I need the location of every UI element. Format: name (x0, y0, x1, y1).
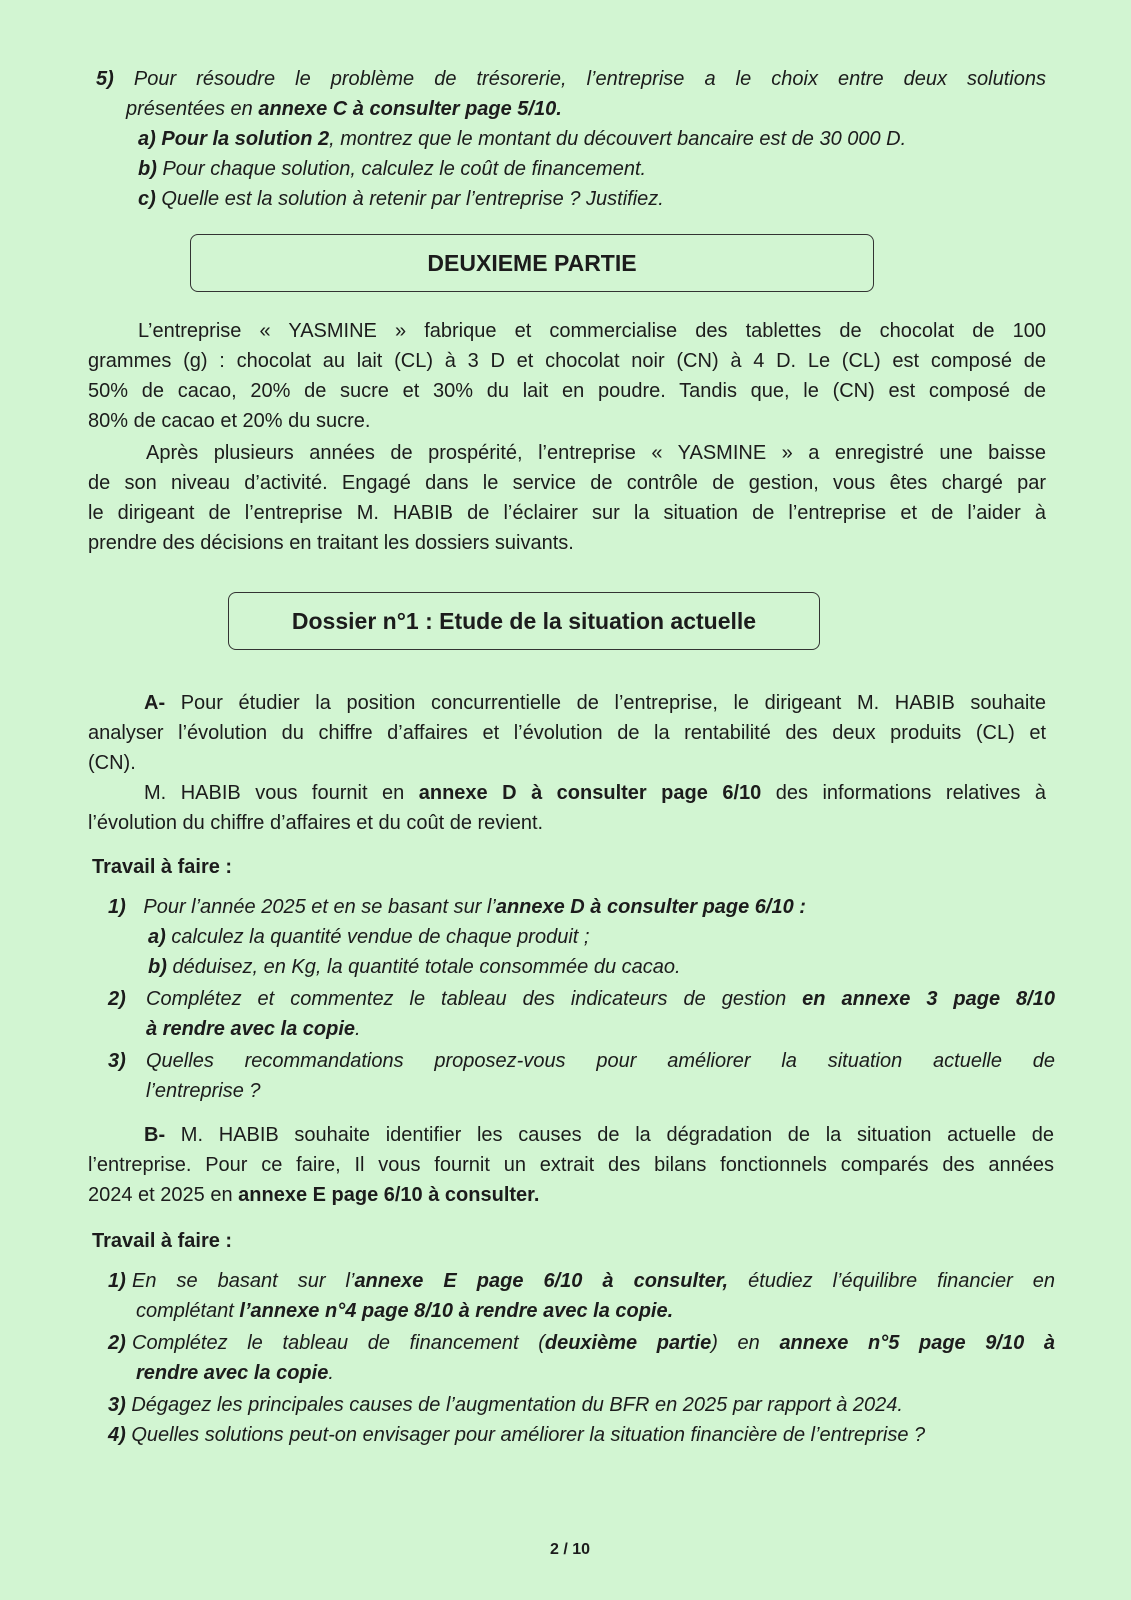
section-b-q1-line-2: complétant l’annexe n°4 page 8/10 à rendre avec la copie. (136, 1300, 674, 1322)
section-b-q2-line-2: rendre avec la copie. (136, 1362, 334, 1384)
section-a-line-4: M. HABIB vous fournit en annexe D à consulter page 6/10 des informations relatives à (144, 782, 1046, 804)
q5-item-a: a) Pour la solution 2, montrez que le montant du découvert bancaire est de 30 000 D. (138, 128, 907, 150)
section-a-q3-line-1: Quelles recommandations proposez-vous pour améliorer la situation actuelle de (146, 1050, 1055, 1072)
intro-p1-line-1: L’entreprise « YASMINE » fabrique et commercialise des tablettes de chocolat de 100 (138, 320, 1046, 342)
section-a-line-3: (CN). (88, 752, 136, 774)
q5-line-2: présentées en annexe C à consulter page 5/10. (126, 98, 562, 120)
part-title: DEUXIEME PARTIE (427, 250, 637, 276)
section-a-line-1: A- Pour étudier la position concurrentielle de l’entreprise, le dirigeant M. HABIB souhaite (144, 692, 1046, 714)
page-number: 2 / 10 (550, 1541, 591, 1558)
section-a-q2-num: 2) (108, 988, 126, 1010)
section-b-work-heading: Travail à faire : (92, 1230, 233, 1252)
intro-p1-line-4: 80% de cacao et 20% du sucre. (88, 410, 371, 432)
part-title-box (190, 234, 874, 292)
dossier-title-box (228, 592, 820, 650)
section-a-q2-line-2: à rendre avec la copie. (146, 1018, 361, 1040)
section-b-line-2: l’entreprise. Pour ce faire, Il vous fournit un extrait des bilans fonctionnels comparés des années (88, 1154, 1054, 1176)
section-b-line-1: B- M. HABIB souhaite identifier les causes de la dégradation de la situation actuelle de (144, 1124, 1054, 1146)
q5-item-c: c) Quelle est la solution à retenir par l’entreprise ? Justifiez. (138, 188, 664, 210)
section-a-q2-line-1: Complétez et commentez le tableau des indicateurs de gestion en annexe 3 page 8/10 (146, 988, 1055, 1010)
section-a-q1: 1) Pour l’année 2025 et en se basant sur l’annexe D à consulter page 6/10 : (108, 896, 806, 918)
section-b-q1-num: 1) (108, 1270, 126, 1292)
section-a-line-5: l’évolution du chiffre d’affaires et du coût de revient. (88, 812, 544, 834)
section-a-q3-num: 3) (108, 1050, 126, 1072)
section-b-line-3: 2024 et 2025 en annexe E page 6/10 à consulter. (88, 1184, 540, 1206)
dossier-title: Dossier n°1 : Etude de la situation actuelle (291, 608, 757, 634)
section-b-q1-line-1: En se basant sur l’annexe E page 6/10 à consulter, étudiez l’équilibre financier en (132, 1270, 1056, 1292)
q5-line-1: 5) Pour résoudre le problème de trésorerie, l’entreprise a le choix entre deux solutions (96, 68, 1046, 90)
section-a-q1-b: b) déduisez, en Kg, la quantité totale consommée du cacao. (148, 956, 681, 978)
intro-p2-line-2: de son niveau d’activité. Engagé dans le service de contrôle de gestion, vous êtes chargé par (88, 472, 1046, 494)
intro-p1-line-2: grammes (g) : chocolat au lait (CL) à 3 D et chocolat noir (CN) à 4 D. Le (CL) est composé de (88, 350, 1046, 372)
q5-item-b: b) Pour chaque solution, calculez le coût de financement. (138, 158, 647, 180)
section-b-q3: 3) Dégagez les principales causes de l’augmentation du BFR en 2025 par rapport à 2024. (108, 1394, 903, 1416)
section-a-line-2: analyser l’évolution du chiffre d’affaires et l’évolution de la rentabilité des deux produits (CL) et (88, 722, 1046, 744)
section-a-q1-a: a) calculez la quantité vendue de chaque produit ; (148, 926, 590, 948)
section-a-q3-line-2: l’entreprise ? (146, 1080, 261, 1102)
intro-p2-line-1: Après plusieurs années de prospérité, l’entreprise « YASMINE » a enregistré une baisse (146, 442, 1046, 464)
section-a-work-heading: Travail à faire : (92, 856, 233, 878)
intro-p1-line-3: 50% de cacao, 20% de sucre et 30% du lait en poudre. Tandis que, le (CN) est composé de (88, 380, 1046, 402)
intro-p2-line-3: le dirigeant de l’entreprise M. HABIB de l’éclairer sur la situation de l’entreprise et de l’aider à (88, 502, 1046, 524)
section-b-q2-num: 2) (108, 1332, 126, 1354)
section-b-q4: 4) Quelles solutions peut-on envisager pour améliorer la situation financière de l’entreprise ? (108, 1424, 926, 1446)
section-b-q2-line-1: Complétez le tableau de financement (deuxième partie) en annexe n°5 page 9/10 à (132, 1332, 1055, 1354)
intro-p2-line-4: prendre des décisions en traitant les dossiers suivants. (88, 532, 574, 554)
